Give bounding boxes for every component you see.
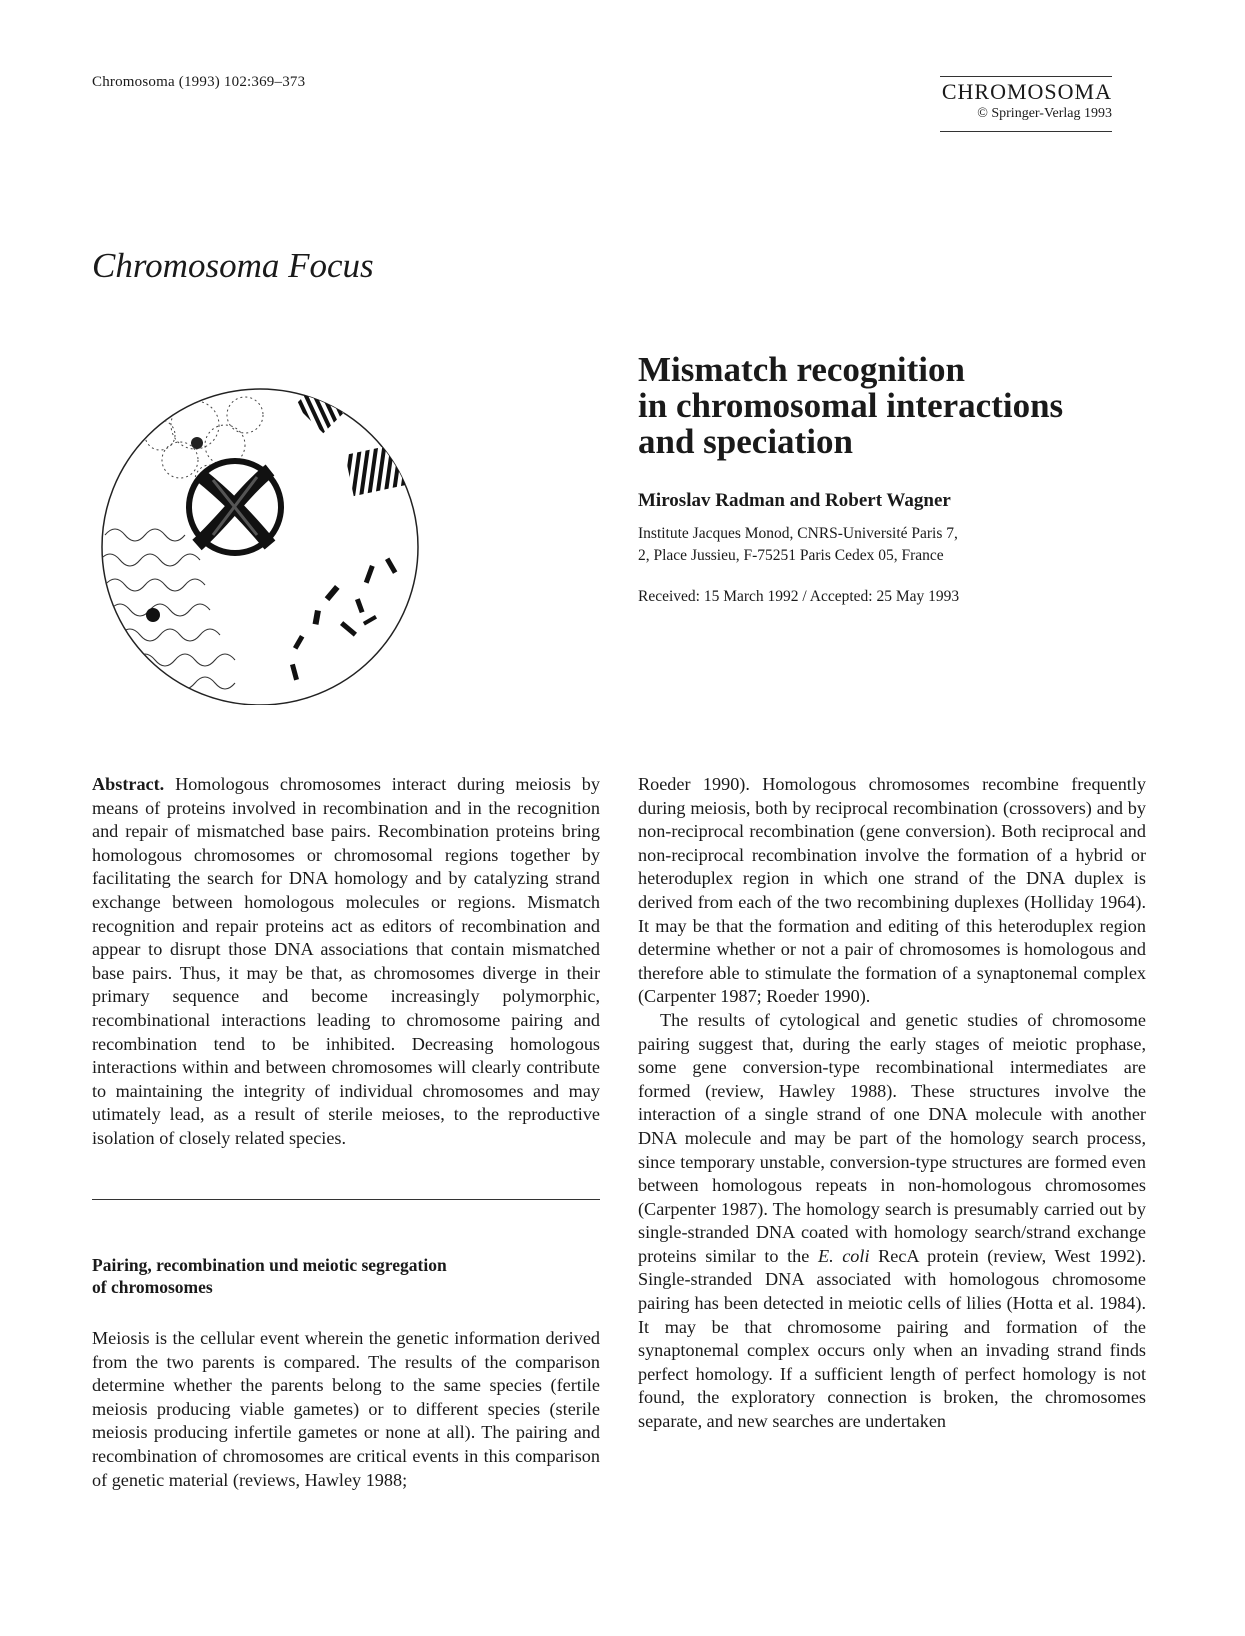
article-authors: Miroslav Radman and Robert Wagner [638,490,951,511]
article-title [638,352,1118,460]
section-divider [92,1199,600,1200]
body-right-column [638,773,1146,1434]
heading-line: of chromosomes [92,1277,213,1297]
title-line: and speciation [638,422,853,461]
section-heading [92,1254,600,1298]
body-text: RecA protein (review, West 1992). Single-stranded DNA associated with homologous chromosome pairing has been detected in meiotic cells of lilies (Hotta et al. 1984). It may be that chromosome pairing and formation of the synaptonemal complex occurs only when an invading strand finds perfect homology. If a sufficient length of perfect homology is not found, the exploratory connection is broken, the chromosomes separate, and new searches are undertaken [638,1245,1146,1432]
abstract-label: Abstract. [92,774,165,794]
masthead-top-rule [940,76,1112,77]
body-paragraph: Meiosis is the cellular event wherein the genetic information derived from the two parents is compared. The results of the comparison determine whether the parents belong to the same species (fertile meiosis producing viable gametes) or to different species (sterile meiosis producing infertile gametes or none at all). The pairing and recombination of chromosomes are critical events in this comparison of genetic material (reviews, Hawley 1988; [92,1328,600,1490]
affiliation-line: 2, Place Jussieu, F-75251 Paris Cedex 05, France [638,547,944,564]
body-text: The results of cytological and genetic studies of chromosome pairing suggest that, during the early stages of meiotic prophase, some gene conversion-type recombinational intermediates are formed (review, Hawley 1988). These structures involve the interaction of a single strand of one DNA molecule with another DNA molecule and may be part of the homology search process, since temporary unstable, conversion-type structures are formed even between homologous repeats in non-homologous chromosomes (Carpenter 1987). The homology search is presumably carried out by single-stranded DNA coated with homology search/strand exchange proteins similar to the [638,1009,1146,1266]
heading-line: Pairing, recombination und meiotic segregation [92,1255,447,1275]
author-affiliation [638,523,958,567]
abstract-text: Homologous chromosomes interact during meiosis by means of proteins involved in recombination and in the recognition and repair of mismatched base pairs. Recombination proteins bring homologous chromosomes or chromosomal regions together by facilitating the search for DNA homology and by catalyzing strand exchange between homologous molecules or regions. Mismatch recognition and repair proteins act as editors of recombination and appear to disrupt those DNA associations that contain mismatched base pairs. Thus, it may be that, as chromosomes diverge in their primary sequence and become increasingly polymorphic, recombinational interactions leading to chromosome pairing and recombination tend to be inhibited. Decreasing homologous interactions within and between chromosomes will clearly contribute to maintaining the integrity of individual chromosomes and may utimately lead, as a result of sterile meioses, to the reproductive isolation of closely related species. [92,774,600,1148]
journal-citation: Chromosoma (1993) 102:369–373 [92,74,306,90]
copyright-notice: © Springer-Verlag 1993 [977,106,1112,121]
body-paragraph: Roeder 1990). Homologous chromosomes recombine frequently during meiosis, both by reciprocal recombination (crossovers) and by non-reciprocal recombination (gene conversion). Both reciprocal and non-reciprocal recombination involve the formation of a hybrid or heteroduplex region in which one strand of the DNA duplex is derived from each of the two recombining duplexes (Holliday 1964). It may be that the formation and editing of this heteroduplex region determine whether or not a pair of chromosomes is homologous and therefore able to stimulate the formation of a synaptonemal complex (Carpenter 1987; Roeder 1990). [638,774,1146,1007]
body-paragraph [638,1009,1146,1434]
affiliation-line: Institute Jacques Monod, CNRS-Université Paris 7, [638,525,958,542]
chromosome-dna-illustration [85,385,445,705]
abstract-column [92,773,600,1151]
journal-masthead [940,76,1112,132]
journal-name: CHROMOSOMA [941,79,1112,104]
title-line: Mismatch recognition [638,350,965,389]
body-left-column [92,1327,600,1492]
received-accepted-dates: Received: 15 March 1992 / Accepted: 25 May 1993 [638,588,960,605]
masthead-bottom-rule [940,131,1112,132]
abstract-paragraph [92,773,600,1151]
section-label: Chromosoma Focus [92,246,374,285]
title-line: in chromosomal interactions [638,386,1064,425]
species-name: E. coli [817,1245,870,1266]
